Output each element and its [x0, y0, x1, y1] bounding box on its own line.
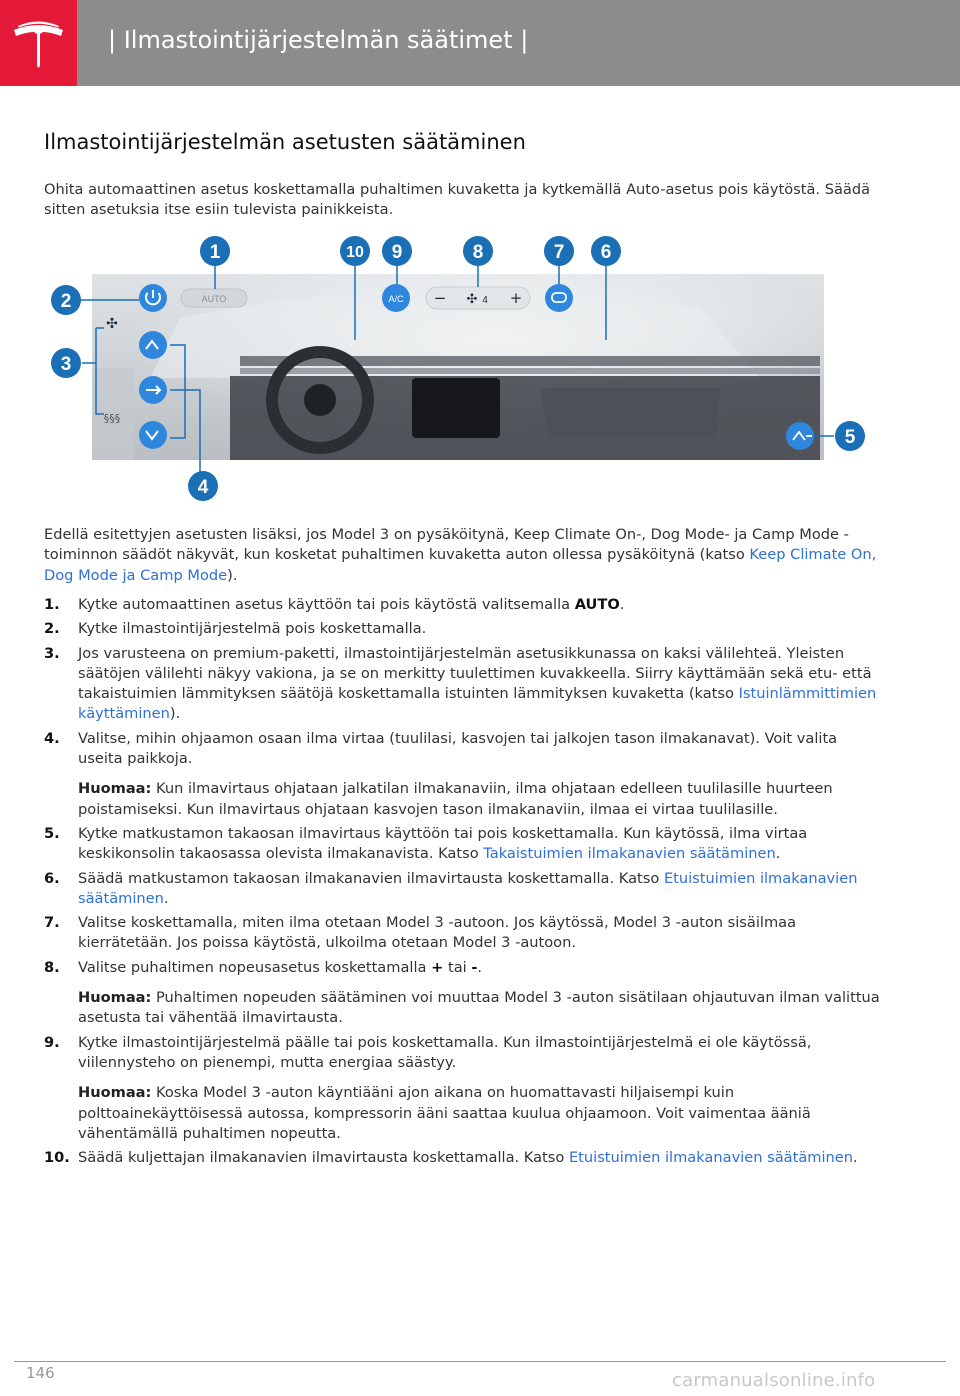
svg-text:6: 6 [600, 242, 612, 263]
intro-paragraph: Ohita automaattinen asetus koskettamalla puhaltimen kuvaketta ja kytkemällä Auto-asetus pois käytöstä. Säädä sitten asetuksia itse esiin tulevista painikkeista. [44, 181, 871, 218]
callout-3 [51, 348, 81, 378]
power-button[interactable] [139, 284, 167, 312]
auto-button-label: AUTO [201, 294, 227, 304]
tesla-logo [0, 0, 77, 86]
page-header [0, 0, 960, 86]
list-item: 10. Säädä kuljettajan ilmakanavien ilmavirtausta koskettamalla. Katso Etuistuimien ilmakanavien säätäminen. [44, 1149, 858, 1167]
footer-divider [14, 1361, 946, 1362]
list-item: 4. Valitse, mihin ohjaamon osaan ilma virtaa (tuulilasi, kasvojen tai jalkojen tason ilmakanavat). Voit valita useita paikkoja. [44, 729, 838, 768]
list-item: 7. Valitse koskettamalla, miten ilma otetaan Model 3 -autoon. Jos käytössä, Model 3 -auton sisäilmaa kierrätetään. Jos poissa käytöstä, ulkoilma otetaan Model 3 -autoon. [44, 914, 797, 952]
svg-text:✣: ✣ [106, 316, 118, 332]
fan-increase-button: + [509, 289, 523, 307]
recirculation-button[interactable] [545, 284, 573, 312]
seat-heater-link[interactable]: Istuinlämmittimien käyttäminen [78, 685, 877, 723]
chapter-title: | Ilmastointijärjestelmän säätimet | [108, 26, 529, 54]
parked-settings-paragraph: Edellä esitettyjen asetusten lisäksi, jos Model 3 on pysäköitynä, Keep Climate On-, Dog Mode- ja Camp Mode -toiminnon säädöt näkyvät, kun kosketat puhaltimen kuvaketta auton ollessa pysäköitynä (katso Keep Climate On, Dog Mode ja Camp Mode). [44, 526, 877, 584]
fan-speed-value: 4 [482, 295, 488, 306]
callout-6 [591, 236, 621, 266]
climate-controls-figure [0, 228, 960, 508]
note-8: Huomaa: Puhaltimen nopeuden säätäminen voi muuttaa Model 3 -auton sisätilaan ohjautuvan ilman valittua asetusta tai vähentää ilmavirtausta. [78, 989, 880, 1027]
callout-8 [463, 236, 493, 266]
callout-10 [340, 236, 370, 266]
keep-climate-link[interactable]: Keep Climate On, Dog Mode ja Camp Mode [44, 546, 877, 584]
fan-decrease-button: − [433, 289, 447, 307]
callout-2 [51, 285, 81, 315]
svg-text:5: 5 [844, 427, 856, 448]
airflow-face-button[interactable] [139, 376, 167, 404]
watermark: carmanualsonline.info [672, 1370, 876, 1391]
airflow-feet-button[interactable] [139, 421, 167, 449]
svg-text:1: 1 [209, 242, 221, 263]
svg-text:7: 7 [553, 242, 565, 263]
list-item: 5. Kytke matkustamon takaosan ilmavirtaus käyttöön tai pois koskettamalla. Kun käytössä, ilma virtaa keskikonsolin takaosassa olevista ilmakanavista. Katso Takaistuimien ilmakanavien säätäminen. [44, 824, 808, 863]
front-vents-link-2[interactable]: Etuistuimien ilmakanavien säätäminen [568, 1149, 854, 1167]
list-item: 9. Kytke ilmastointijärjestelmä päälle tai pois koskettamalla. Kun ilmastointijärjestelmä ei ole käytössä, viilennysteho on pienempi, mutta energiaa säästyy. [44, 1033, 812, 1071]
svg-text:§§§: §§§ [103, 412, 121, 425]
ac-button-label: A/C [388, 294, 404, 304]
tesla-t-icon [0, 0, 77, 86]
page-number: 146 [26, 1364, 55, 1382]
callout-5 [835, 421, 865, 451]
svg-text:2: 2 [60, 291, 72, 312]
steps-list [44, 595, 884, 1172]
section-title: Ilmastointijärjestelmän asetusten säätäminen [44, 130, 526, 154]
seat-heat-tab-icon[interactable] [104, 412, 121, 425]
rear-airflow-button[interactable] [786, 422, 814, 450]
svg-text:8: 8 [472, 242, 484, 263]
fan-tab-icon[interactable] [106, 316, 118, 332]
svg-text:4: 4 [197, 477, 209, 498]
svg-text:10: 10 [346, 244, 364, 261]
svg-text:9: 9 [391, 242, 403, 263]
front-vents-link[interactable]: Etuistuimien ilmakanavien säätäminen [78, 869, 858, 907]
rear-vents-link[interactable]: Takaistuimien ilmakanavien säätäminen [483, 845, 776, 863]
list-item: 6. Säädä matkustamon takaosan ilmakanavien ilmavirtausta koskettamalla. Katso Etuistuimien ilmakanavien säätäminen. [44, 869, 858, 907]
fan-speed-control[interactable] [426, 287, 530, 309]
svg-text:3: 3 [60, 354, 72, 375]
fan-speed-icon: ✣ [466, 292, 478, 307]
ac-button[interactable] [382, 284, 410, 312]
note-4: Huomaa: Kun ilmavirtaus ohjataan jalkatilan ilmakanaviin, ilma ohjataan edelleen tuulilasille huurteen poistamiseksi. Kun ilmavirtaus ohjataan kasvojen tason ilmakanaviin, ilmaa ei virtaa tuulilasille. [78, 780, 833, 818]
list-item: 2. Kytke ilmastointijärjestelmä pois koskettamalla. [44, 620, 427, 638]
list-item: 3. Jos varusteena on premium-paketti, ilmastointijärjestelmän asetusikkunassa on kaksi välilehteä. Yleisten säätöjen välilehti näkyy vakiona, ja se on merkitty tuulettimen kuvakkeella. Siirry käyttämään sekä etu- että takaistuimien lämmityksen säätöjä koskettamalla istuinten lämmityksen kuvaketta (katso Istuinlämmittimien käyttäminen). [44, 644, 877, 723]
callout-7 [544, 236, 574, 266]
note-9: Huomaa: Koska Model 3 -auton käyntiääni ajon aikana on huomattavasti hiljaisempi kuin polttoainekäyttöisessä autossa, kompressorin ääni saattaa kuulua ohjaamoon. Voit vaimentaa ääniä vähentämällä puhaltimen nopeutta. [78, 1084, 811, 1142]
callout-4 [188, 471, 218, 501]
list-item: 8. Valitse puhaltimen nopeusasetus koskettamalla + tai -. [44, 958, 483, 976]
airflow-windshield-button[interactable] [139, 331, 167, 359]
list-item: 1. Kytke automaattinen asetus käyttöön tai pois käytöstä valitsemalla AUTO. [44, 596, 625, 613]
callout-1 [200, 236, 230, 266]
auto-button[interactable] [181, 289, 247, 307]
callout-9 [382, 236, 412, 266]
